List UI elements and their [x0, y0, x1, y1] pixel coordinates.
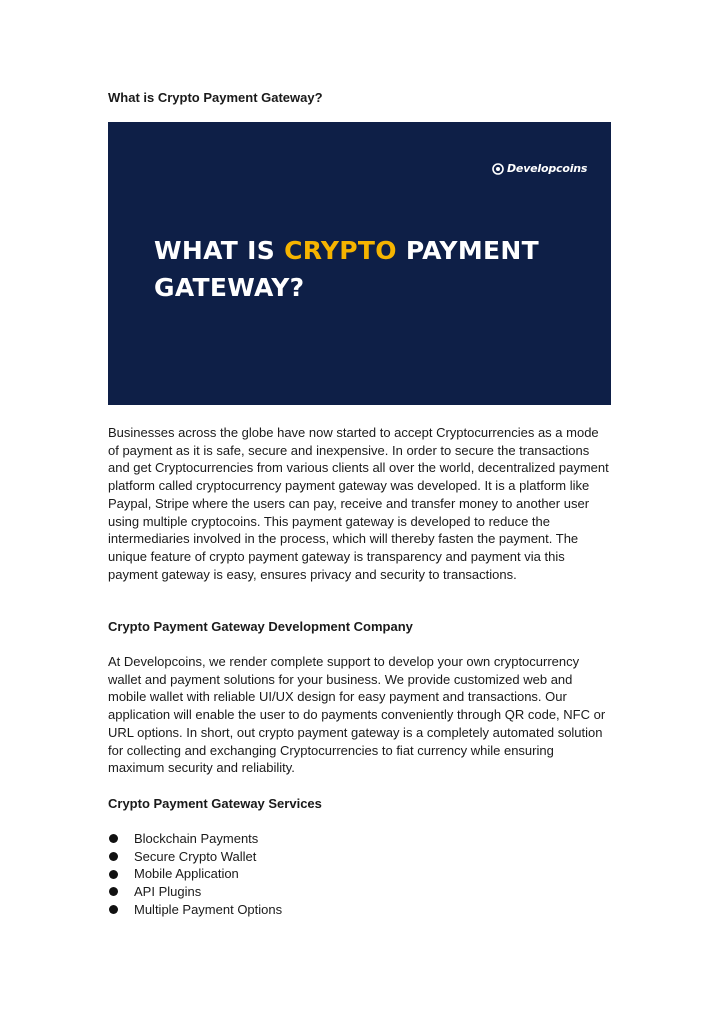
service-label: Multiple Payment Options [134, 901, 283, 917]
service-label: API Plugins [134, 884, 202, 900]
brand-logo [492, 162, 587, 175]
banner-heading [154, 232, 584, 306]
bullet-icon [109, 905, 118, 914]
intro-paragraph: Businesses across the globe have now started to accept Cryptocurrencies as a mode of payment as it is safe, secure and inexpensive. In order to secure the transactions and get Cryptocurrencies from various clients all over the world, decentralized payment platform called cryptocurrency payment gateway was developed. It is a platform like Paypal, Stripe where the users can pay, receive and transfer money to another user using multiple cryptocoins. This payment gateway is developed to reduce the intermediaries involved in the process, which will thereby fasten the payment. The unique feature of crypto payment gateway is transparency and payment via this payment gateway is easy, ensures privacy and security to transactions. [108, 425, 609, 582]
developcoins-logo-icon [492, 163, 504, 175]
list-item [108, 883, 282, 901]
list-item [108, 901, 282, 919]
banner-heading-part2: PAYMENT GATEWAY? [154, 236, 539, 302]
banner-heading-part1: WHAT IS [154, 236, 285, 265]
brand-logo-text: Developcoins [507, 162, 588, 175]
bullet-icon [109, 852, 118, 861]
service-label: Mobile Application [134, 866, 239, 882]
hero-banner-image [108, 122, 611, 405]
service-label: Blockchain Payments [134, 831, 259, 846]
banner-heading-accent: CRYPTO [284, 236, 397, 265]
list-item [108, 830, 282, 848]
document-title: What is Crypto Payment Gateway? [108, 90, 323, 105]
company-paragraph: At Developcoins, we render complete support to develop your own cryptocurrency wallet and payment solutions for your business. We provide customized web and mobile wallet with reliable UI/UX design for easy payment and transactions. Our application will enable the user to do payments conveniently through QR code, NFC or URL options. In short, out crypto payment gateway is a completely automated solution for collecting and exchanging Cryptocurrencies to fiat currency while ensuring maximum security and reliability. [108, 654, 606, 776]
bullet-icon [109, 834, 118, 843]
list-item [108, 865, 282, 883]
bullet-icon [109, 870, 118, 879]
list-item [108, 848, 282, 866]
services-list [108, 830, 282, 919]
section-heading-company: Crypto Payment Gateway Development Company [108, 619, 413, 634]
bullet-icon [109, 887, 118, 896]
service-label: Secure Crypto Wallet [134, 848, 257, 864]
section-heading-services: Crypto Payment Gateway Services [108, 796, 322, 811]
